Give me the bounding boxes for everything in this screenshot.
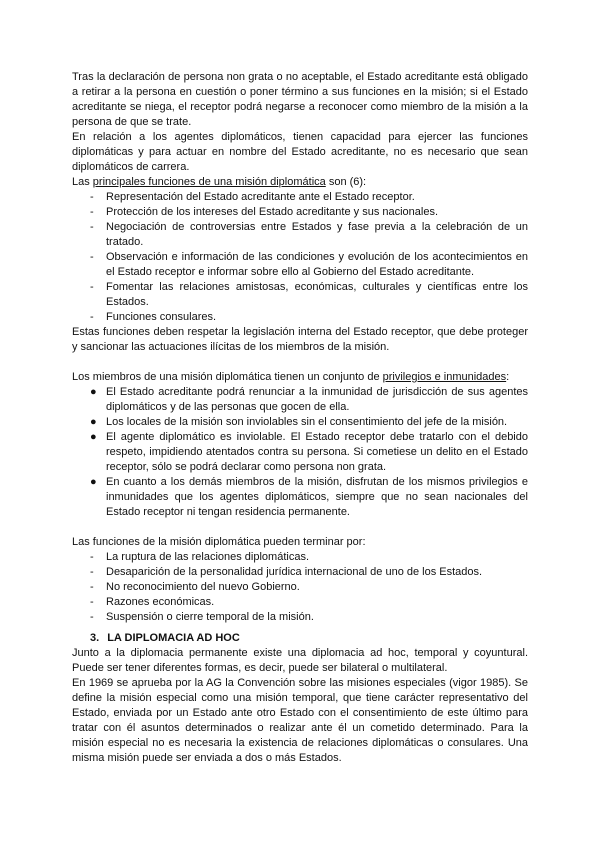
paragraph-convencion-1969: En 1969 se aprueba por la AG la Convención sobre las misiones especiales (vigor 1985). Se define la misión especial como una misión temporal, que tiene carácter representativo del Estado, enviada por un Estado ante otro Estado con el consentimiento de este último para tratar con él asuntos determinados o realizar ante él un cometido determinado. Para la misión especial no es necesaria la existencia de relaciones diplomáticas o consulares. Una misma misión puede ser enviada a dos o más Estados.: [72, 677, 528, 764]
list-item: [72, 190, 528, 205]
dash-marker: -: [90, 566, 94, 578]
paragraph-legislacion-interna: Estas funciones deben respetar la legislación interna del Estado receptor, que debe proteger y sancionar las actuaciones ilícitas de los miembros de la misión.: [72, 326, 528, 353]
list-item: [72, 430, 528, 475]
list-item: [72, 415, 528, 430]
list-item-text: La ruptura de las relaciones diplomáticas.: [106, 551, 310, 563]
list-item: [72, 610, 528, 625]
list-item: [72, 220, 528, 250]
list-item: [72, 550, 528, 565]
list-item: [72, 475, 528, 520]
list-item-text: El Estado acreditante podrá renunciar a la inmunidad de jurisdicción de sus agentes diplomáticos y de las personas que gocen de ella.: [106, 386, 528, 413]
blank-line: [72, 355, 528, 370]
underlined-term: privilegios e inmunidades: [382, 371, 507, 383]
list-item: [72, 280, 528, 310]
functions-list: [72, 190, 528, 325]
blank-line: [72, 520, 528, 535]
list-item-text: Representación del Estado acreditante ante el Estado receptor.: [106, 191, 415, 203]
bullet-marker: ●: [90, 431, 97, 443]
dash-marker: -: [90, 551, 94, 563]
text-run: Los miembros de una misión diplomática tienen un conjunto de: [72, 371, 383, 383]
dash-marker: -: [90, 251, 94, 263]
list-item: [72, 385, 528, 415]
text-run: :: [506, 371, 510, 383]
dash-marker: -: [90, 596, 94, 608]
dash-marker: -: [90, 206, 94, 218]
dash-marker: -: [90, 581, 94, 593]
dash-marker: -: [90, 281, 94, 293]
bullet-marker: ●: [90, 386, 97, 398]
paragraph-privilegios: [72, 370, 528, 385]
list-item-text: Los locales de la misión son inviolables sin el consentimiento del jefe de la misión.: [106, 416, 508, 428]
section-title: LA DIPLOMACIA AD HOC: [107, 632, 240, 644]
list-item: [72, 565, 528, 580]
list-item-text: Negociación de controversias entre Estados y fase previa a la celebración de un tratado.: [106, 221, 528, 248]
dash-marker: -: [90, 311, 94, 323]
bullet-marker: ●: [90, 476, 97, 488]
list-item-text: Razones económicas.: [106, 596, 215, 608]
list-item-text: Funciones consulares.: [106, 311, 217, 323]
list-item-text: En cuanto a los demás miembros de la misión, disfrutan de los mismos privilegios e inmunidades que los agentes diplomáticos, siempre que no sean nacionales del Estado receptor ni tengan residencia permanente.: [106, 476, 528, 518]
dash-marker: -: [90, 611, 94, 623]
text-run: son (6):: [325, 176, 367, 188]
termination-list: [72, 550, 528, 625]
privileges-list: [72, 385, 528, 520]
paragraph-agentes-diplomaticos: En relación a los agentes diplomáticos, tienen capacidad para ejercer las funciones diplomáticas y para actuar en nombre del Estado acreditante, no es necesario que sean diplomáticos de carrera.: [72, 131, 528, 173]
list-item: [72, 310, 528, 325]
list-item-text: El agente diplomático es inviolable. El Estado receptor debe tratarlo con el debido respeto, impidiendo atentados contra su persona. Si cometiese un delito en el Estado receptor, sólo se podrá declarar como persona non grata.: [106, 431, 528, 473]
paragraph-diplomacia-ad-hoc: Junto a la diplomacia permanente existe una diplomacia ad hoc, temporal y coyuntural. Puede ser tener diferentes formas, es decir, puede ser bilateral o multilateral.: [72, 647, 528, 674]
section-number: 3.: [90, 632, 100, 644]
list-item: [72, 205, 528, 220]
list-item-text: Observación e información de las condiciones y evolución de los acontecimientos en el Estado receptor e informar sobre ello al Gobierno del Estado acreditante.: [106, 251, 528, 278]
dash-marker: -: [90, 191, 94, 203]
dash-marker: -: [90, 221, 94, 233]
list-item-text: Protección de los intereses del Estado acreditante y sus nacionales.: [106, 206, 439, 218]
paragraph-persona-non-grata: Tras la declaración de persona non grata o no aceptable, el Estado acreditante está obligado a retirar a la persona en cuestión o poner término a sus funciones en la misión; si el Estado acreditante se niega, el receptor podrá negarse a reconocer como miembro de la misión a la persona de que se trate.: [72, 71, 528, 128]
paragraph-principales-funciones: [72, 175, 528, 190]
list-item-text: Suspensión o cierre temporal de la misión.: [106, 611, 314, 623]
document-body: [72, 70, 528, 766]
list-item: [72, 250, 528, 280]
list-item: [72, 595, 528, 610]
section-heading: [72, 631, 528, 646]
list-item-text: No reconocimiento del nuevo Gobierno.: [106, 581, 300, 593]
underlined-term: principales funciones de una misión diplomática: [92, 176, 326, 188]
list-item-text: Desaparición de la personalidad jurídica internacional de uno de los Estados.: [106, 566, 483, 578]
paragraph-terminacion: Las funciones de la misión diplomática pueden terminar por:: [72, 536, 366, 548]
list-item: [72, 580, 528, 595]
list-item-text: Fomentar las relaciones amistosas, económicas, culturales y científicas entre los Estados.: [106, 281, 528, 308]
bullet-marker: ●: [90, 416, 97, 428]
text-run: Las: [72, 176, 93, 188]
